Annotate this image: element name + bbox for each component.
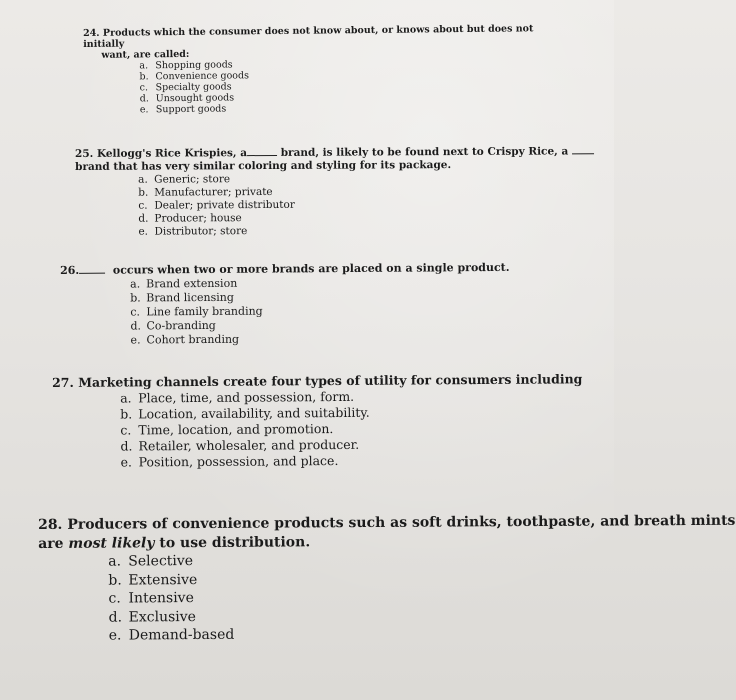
question-text: brand that has very similar coloring and styling for its package.: [75, 159, 452, 173]
option-label: c.: [120, 422, 132, 438]
answer-options: [120, 387, 583, 470]
emphasis-text: most likely: [68, 534, 155, 552]
option-label: c.: [139, 82, 149, 94]
option-label: d.: [139, 93, 149, 105]
question-stem: [83, 23, 534, 61]
option-label: b.: [139, 71, 149, 83]
option-label: c.: [108, 590, 121, 607]
option-label: a.: [139, 60, 149, 72]
option-text: Brand licensing: [146, 290, 234, 305]
question-text: brand, is likely to be found next to Crispy Rice, a: [280, 145, 569, 159]
question-text: initially: [83, 38, 125, 50]
option-text: Line family branding: [146, 304, 263, 319]
answer-option[interactable]: [109, 623, 736, 645]
question-text: occurs when two or more brands are placed on a single product.: [112, 260, 510, 277]
option-label: e.: [108, 627, 122, 644]
question-number: 26.: [60, 263, 80, 277]
option-text: Selective: [128, 553, 194, 570]
question-24: [83, 23, 534, 116]
option-text: Convenience goods: [155, 70, 250, 83]
option-label: b.: [138, 186, 149, 199]
answer-options: [139, 56, 534, 115]
option-text: Time, location, and promotion.: [138, 421, 334, 438]
option-text: Distributor; store: [154, 225, 248, 238]
question-stem: [75, 145, 594, 174]
option-text: Support goods: [155, 103, 227, 116]
option-text: Position, possession, and place.: [138, 453, 339, 470]
question-stem: [38, 512, 736, 553]
option-label: e.: [139, 104, 149, 116]
option-label: a.: [130, 277, 141, 291]
answer-blank[interactable]: [572, 153, 594, 154]
question-25: [75, 145, 594, 239]
question-text: are: [38, 535, 64, 552]
question-text: Marketing channels create four types of utility for consumers including: [78, 371, 583, 390]
option-label: c.: [130, 305, 141, 319]
answer-options: [130, 275, 510, 348]
option-label: d.: [108, 608, 123, 626]
answer-option[interactable]: [130, 331, 510, 348]
answer-options: [108, 549, 736, 645]
option-label: a.: [108, 553, 122, 570]
option-text: Generic; store: [154, 173, 231, 186]
answer-blank[interactable]: [79, 273, 105, 274]
answer-blank[interactable]: [247, 155, 277, 156]
question-27: [52, 371, 583, 471]
option-text: Place, time, and possession, form.: [138, 388, 355, 406]
option-text: Co-branding: [146, 318, 216, 333]
option-label: d.: [120, 438, 133, 454]
answer-option[interactable]: [121, 451, 583, 470]
question-number: 27.: [52, 374, 74, 390]
option-text: Exclusive: [128, 608, 196, 625]
question-28: [38, 512, 736, 646]
option-label: b.: [130, 291, 141, 305]
answer-option[interactable]: [138, 223, 594, 238]
question-26: [60, 261, 510, 348]
question-text: Kellogg's Rice Krispies, a: [96, 147, 248, 160]
option-label: a.: [138, 173, 148, 186]
option-text: Shopping goods: [155, 59, 233, 72]
question-number: 24.: [83, 27, 100, 39]
option-text: Intensive: [128, 590, 194, 607]
question-text: to use distribution.: [159, 533, 311, 551]
option-text: Location, availability, and suitability.: [138, 404, 370, 422]
option-text: Dealer; private distributor: [154, 198, 295, 212]
option-label: d.: [138, 212, 149, 225]
option-label: b.: [120, 406, 133, 422]
option-text: Manufacturer; private: [154, 185, 273, 199]
option-text: Specialty goods: [155, 81, 232, 94]
option-text: Brand extension: [146, 276, 238, 291]
question-number: 28.: [38, 516, 63, 533]
option-text: Unsought goods: [155, 92, 235, 105]
question-text: want, are called:: [101, 48, 190, 61]
question-text: Products which the consumer does not know about, or knows about but does not: [102, 23, 534, 39]
answer-options: [138, 171, 594, 238]
option-text: Extensive: [128, 571, 198, 588]
option-label: d.: [130, 319, 142, 333]
option-text: Retailer, wholesaler, and producer.: [138, 436, 360, 454]
question-text: Producers of convenience products such as soft drinks, toothpaste, and breath mints: [67, 512, 736, 533]
option-label: c.: [138, 199, 148, 212]
option-label: e.: [120, 454, 133, 470]
option-text: Demand-based: [128, 626, 235, 644]
option-label: e.: [138, 225, 149, 238]
option-label: b.: [108, 571, 122, 589]
option-text: Producer; house: [154, 212, 242, 225]
question-number: 25.: [75, 147, 94, 160]
option-label: a.: [120, 390, 132, 406]
option-text: Cohort branding: [146, 332, 240, 347]
option-label: e.: [130, 333, 141, 347]
